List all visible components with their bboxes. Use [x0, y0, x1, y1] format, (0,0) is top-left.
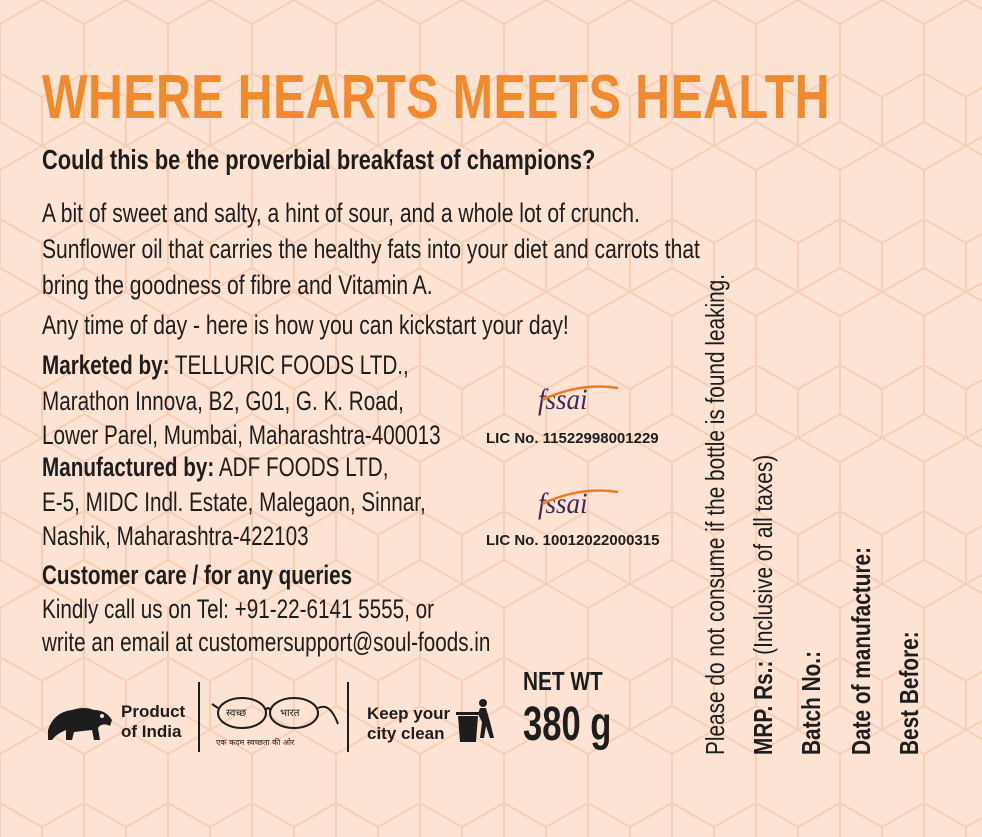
customer-care-line: Kindly call us on Tel: +91-22-6141 5555, or [42, 594, 435, 624]
manufactured-address-line: E-5, MIDC Indl. Estate, Malegaon, Sinnar, [42, 487, 426, 517]
divider [347, 682, 349, 752]
marketed-by-name: TELLURIC FOODS LTD., [169, 350, 409, 380]
marketed-address-line: Marathon Innova, B2, G01, G. K. Road, [42, 386, 404, 416]
lion-emblem-icon [44, 700, 116, 744]
manufactured-address-line: Nashik, Maharashtra-422103 [42, 521, 309, 551]
customer-care-line: write an email at customersupport@soul-foods.in [42, 627, 491, 657]
product-of-india-line: of India [121, 722, 182, 741]
manufactured-by-label: Manufactured by: [42, 452, 215, 482]
swachh-right-text: भारत [280, 708, 300, 719]
description-line: A bit of sweet and salty, a hint of sour, and a whole lot of crunch. [42, 198, 640, 228]
keep-clean-line: city clean [367, 724, 445, 743]
leak-warning: Please do not consume if the bottle is found leaking. [700, 273, 730, 755]
customer-care-title: Customer care / for any queries [42, 560, 353, 590]
batch-number-label: Batch No.: [796, 651, 826, 755]
fssai-license: LIC No. 10012022000315 [486, 532, 660, 549]
net-weight-value: 380 g [523, 698, 612, 751]
net-weight-label: NET WT [523, 666, 603, 696]
fssai-swoosh-icon [540, 382, 620, 404]
mrp-label: MRP. Rs.: [748, 660, 778, 755]
fssai-swoosh-icon [540, 486, 620, 508]
dustbin-icon [456, 698, 496, 744]
headline: WHERE HEARTS MEETS HEALTH [42, 63, 831, 132]
mrp-field [748, 455, 779, 755]
description-line: Sunflower oil that carries the healthy fats into your diet and carrots that [42, 234, 700, 264]
marketed-address-line: Lower Parel, Mumbai, Maharashtra-400013 [42, 420, 441, 450]
description-line: bring the goodness of fibre and Vitamin A. [42, 270, 433, 300]
manufacture-date-label: Date of manufacture: [846, 546, 876, 755]
keep-clean-line: Keep your [367, 704, 451, 723]
divider [198, 682, 200, 752]
mrp-note: (Inclusive of all taxes) [748, 454, 778, 661]
marketed-by-label: Marketed by: [42, 350, 170, 380]
subheadline: Could this be the proverbial breakfast of champions? [42, 144, 596, 175]
manufactured-by [42, 452, 388, 483]
fssai-logo: fssai [538, 487, 588, 520]
fssai-license: LIC No. 11522998001229 [486, 430, 659, 447]
manufactured-by-name: ADF FOODS LTD, [214, 452, 389, 482]
swachh-caption: एक कदम स्वच्छता की ओर [216, 738, 295, 747]
marketed-by [42, 350, 409, 381]
fssai-logo: fssai [538, 383, 588, 416]
best-before-label: Best Before: [894, 631, 924, 755]
description-line: Any time of day - here is how you can kickstart your day! [42, 310, 569, 340]
swachh-left-text: स्वच्छ [226, 708, 247, 719]
product-of-india-line: Product [121, 702, 186, 721]
